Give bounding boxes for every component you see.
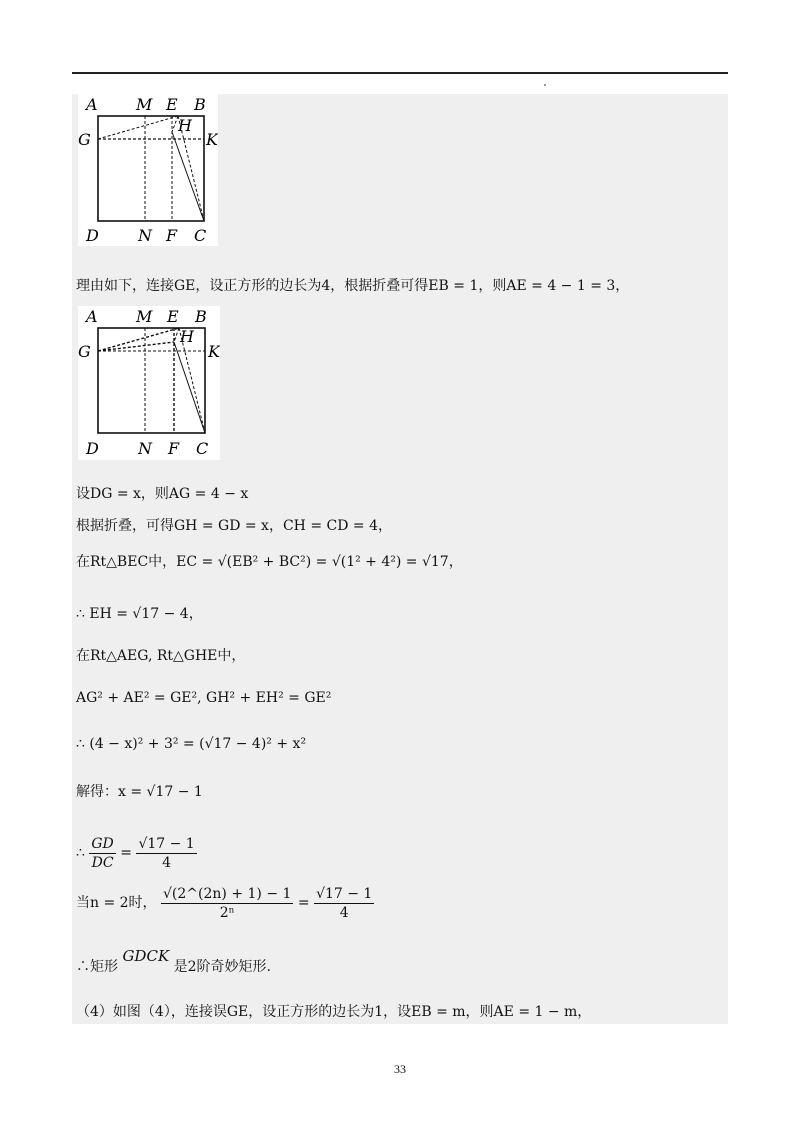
figure-2-svg <box>78 306 220 460</box>
fig1-label-G: G <box>78 130 91 149</box>
fig2-label-H: H <box>180 327 194 346</box>
text-line-10-prefix: ∴ <box>76 845 85 861</box>
text-line-4-a: 在Rt△BEC中，EC = <box>76 554 218 570</box>
rectangle-name: GDCK <box>122 947 170 965</box>
text-line-2: 设DG = x，则AG = 4 − x <box>76 486 249 502</box>
fraction-result-2-den: 4 <box>339 904 349 921</box>
text-line-5: ∴ EH = √17 − 4， <box>76 606 203 622</box>
figure-square-2 <box>78 306 220 460</box>
fraction-result-2 <box>314 885 374 922</box>
fig2-label-E: E <box>167 307 179 326</box>
fig1-label-E: E <box>166 95 178 114</box>
page-number: 33 <box>394 1062 406 1076</box>
solution-content <box>72 94 728 1024</box>
figure-square-1 <box>78 94 218 246</box>
text-line-11-prefix: 当n = 2时， <box>76 895 157 911</box>
fraction-result-1-num: √17 − 1 <box>138 835 195 852</box>
equals-sign-2: = <box>297 895 310 911</box>
fig1-label-B: B <box>194 95 206 114</box>
text-line-11 <box>76 884 374 922</box>
header-rule <box>72 72 728 74</box>
fig2-label-D: D <box>86 439 99 458</box>
text-line-13: （4）如图（4），连接误GE，设正方形的边长为1，设EB = m，则AE = 1 − m， <box>76 1004 592 1020</box>
fig2-label-F: F <box>168 439 180 458</box>
text-line-8: ∴ (4 − x)² + 3² = (√17 − 4)² + x² <box>76 736 307 752</box>
text-line-4-c: ， <box>448 554 463 570</box>
fraction-dc-den: DC <box>91 854 114 871</box>
fraction-gd-num: GD <box>91 835 114 852</box>
fig2-label-G: G <box>78 342 91 361</box>
fig1-label-C: C <box>194 226 207 245</box>
fig2-label-B: B <box>195 307 207 326</box>
fig1-label-D: D <box>86 226 99 245</box>
text-line-12 <box>76 947 271 979</box>
fraction-general-num: √(2^(2n) + 1) − 1 <box>163 885 292 902</box>
fig2-label-A: A <box>86 307 98 326</box>
text-line-4 <box>76 552 463 572</box>
fig2-label-K: K <box>208 342 220 361</box>
fig2-label-M: M <box>136 307 153 326</box>
fig1-label-F: F <box>166 226 178 245</box>
fraction-general <box>161 885 293 922</box>
fraction-result-1 <box>136 835 196 872</box>
text-line-12-c: 是2阶奇妙矩形. <box>173 959 271 975</box>
text-line-7: AG² + AE² = GE², GH² + EH² = GE² <box>76 690 332 706</box>
fig2-label-N: N <box>138 439 152 458</box>
fraction-gd-dc <box>89 835 115 872</box>
figure-1-svg <box>78 94 218 246</box>
fraction-result-1-den: 4 <box>162 854 172 871</box>
text-line-12-a: ∴矩形 <box>76 959 118 975</box>
fig1-label-K: K <box>206 130 218 149</box>
fig1-label-A: A <box>86 95 98 114</box>
text-line-6: 在Rt△AEG, Rt△GHE中， <box>76 648 246 664</box>
text-line-3: 根据折叠，可得GH = GD = x，CH = CD = 4， <box>76 518 392 534</box>
equals-sign-1: = <box>120 845 132 861</box>
text-line-4-b: √(EB² + BC²) = √(1² + 4²) = √17 <box>217 554 449 570</box>
header-dot <box>544 84 546 86</box>
text-line-10 <box>76 834 197 872</box>
fig1-label-H: H <box>178 116 192 135</box>
fraction-result-2-num: √17 − 1 <box>316 885 373 902</box>
text-line-9: 解得：x = √17 − 1 <box>76 784 203 800</box>
fig2-label-C: C <box>196 439 209 458</box>
text-line-1: 理由如下，连接GE，设正方形的边长为4，根据折叠可得EB = 1，则AE = 4 − 1 = 3， <box>76 278 630 294</box>
fraction-general-den: 2ⁿ <box>219 904 235 921</box>
fig1-label-N: N <box>138 226 152 245</box>
fig1-label-M: M <box>136 95 153 114</box>
